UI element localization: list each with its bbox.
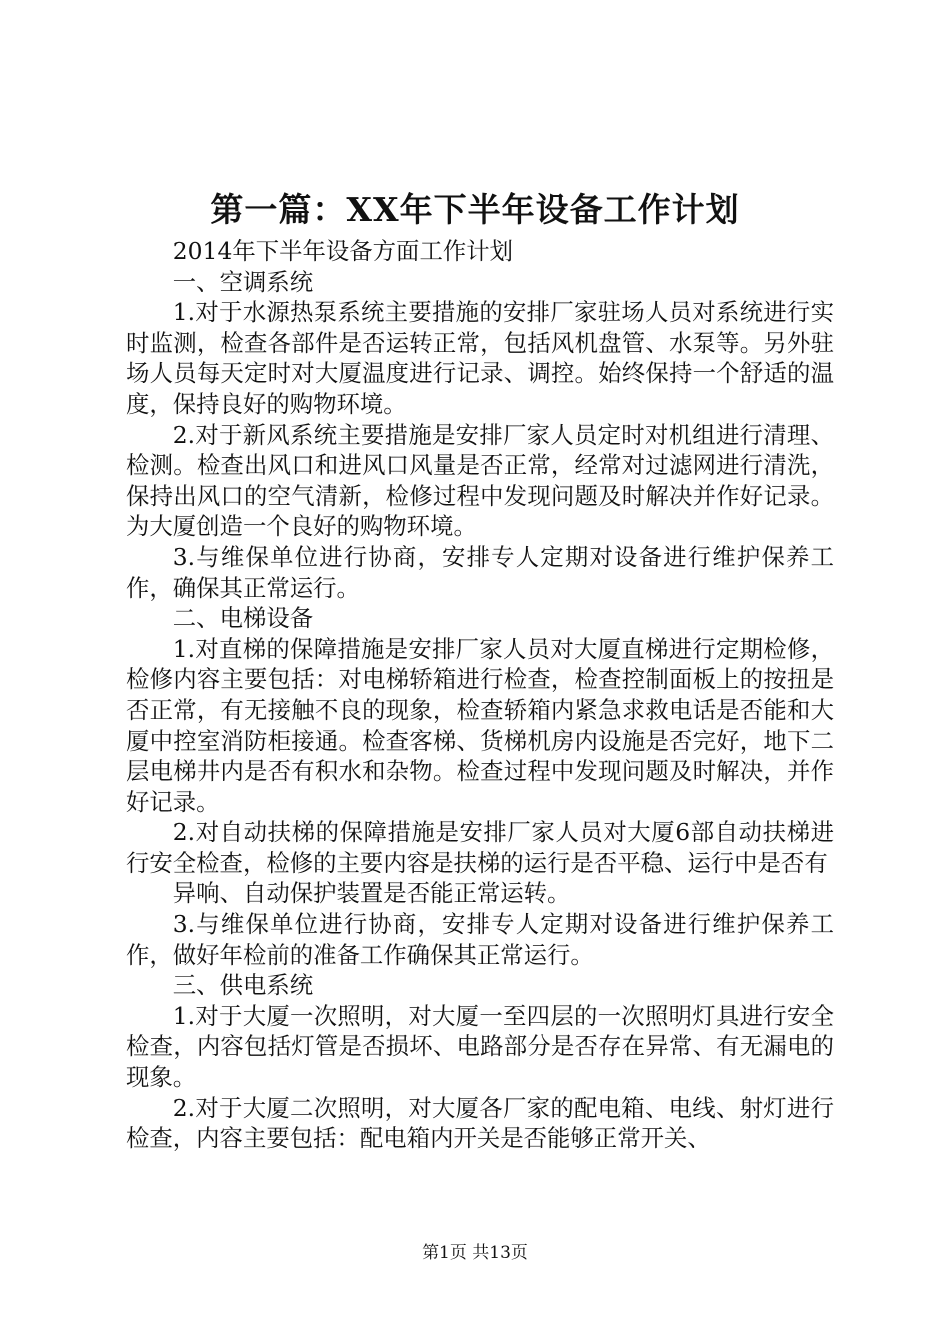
document-title: 第一篇：XX年下半年设备工作计划: [210, 190, 740, 229]
paragraph: 3.与维保单位进行协商，安排专人定期对设备进行维护保养工作，确保其正常运行。: [126, 542, 834, 602]
document-body: [126, 236, 834, 1154]
paragraph: 2.对于大厦二次照明，对大厦各厂家的配电箱、电线、射灯进行检查，内容主要包括：配电箱内开关是否能够正常开关、: [126, 1093, 834, 1153]
section-heading-power: 三、供电系统: [172, 971, 314, 1000]
section-heading-elevator: 二、电梯设备: [172, 604, 314, 633]
section-heading-aircon: 一、空调系统: [172, 267, 314, 296]
paragraph: 3.与维保单位进行协商，安排专人定期对设备进行维护保养工作，做好年检前的准备工作确保其正常运行。: [126, 910, 834, 969]
paragraph: 1.对于大厦一次照明，对大厦一至四层的一次照明灯具进行安全检查，内容包括灯管是否损坏、电路部分是否存在异常、有无漏电的现象。: [126, 1001, 834, 1092]
paragraph: 2.对于新风系统主要措施是安排厂家人员定时对机组进行清理、检测。检查出风口和进风口风量是否正常，经常对过滤网进行清洗，保持出风口的空气清新，检修过程中发现问题及时解决并作好记录。为大厦创造一个良好的购物环境。: [126, 420, 834, 541]
paragraph: 1.对直梯的保障措施是安排厂家人员对大厦直梯进行定期检修，检修内容主要包括：对电梯轿箱进行检查，检查控制面板上的按扭是否正常，有无接触不良的现象，检查轿箱内紧急求救电话是否能和大厦中控室消防柜接通。检查客梯、货梯机房内设施是否完好，地下二层电梯井内是否有积水和杂物。检查过程中发现问题及时解决，并作好记录。: [126, 634, 834, 816]
paragraph: 2.对自动扶梯的保障措施是安排厂家人员对大厦6部自动扶梯进行安全检查，检修的主要内容是扶梯的运行是否平稳、运行中是否有: [126, 818, 834, 877]
paragraph-plan-heading: 2014年下半年设备方面工作计划: [172, 237, 514, 265]
paragraph: 1.对于水源热泵系统主要措施的安排厂家驻场人员对系统进行实时监测，检查各部件是否运转正常，包括风机盘管、水泵等。另外驻场人员每天定时对大厦温度进行记录、调控。始终保持一个舒适的温度，保持良好的购物环境。: [126, 298, 834, 418]
page-footer: 第1页 共13页: [422, 1243, 528, 1263]
paragraph: 异响、自动保护装置是否能正常运转。: [172, 879, 571, 908]
